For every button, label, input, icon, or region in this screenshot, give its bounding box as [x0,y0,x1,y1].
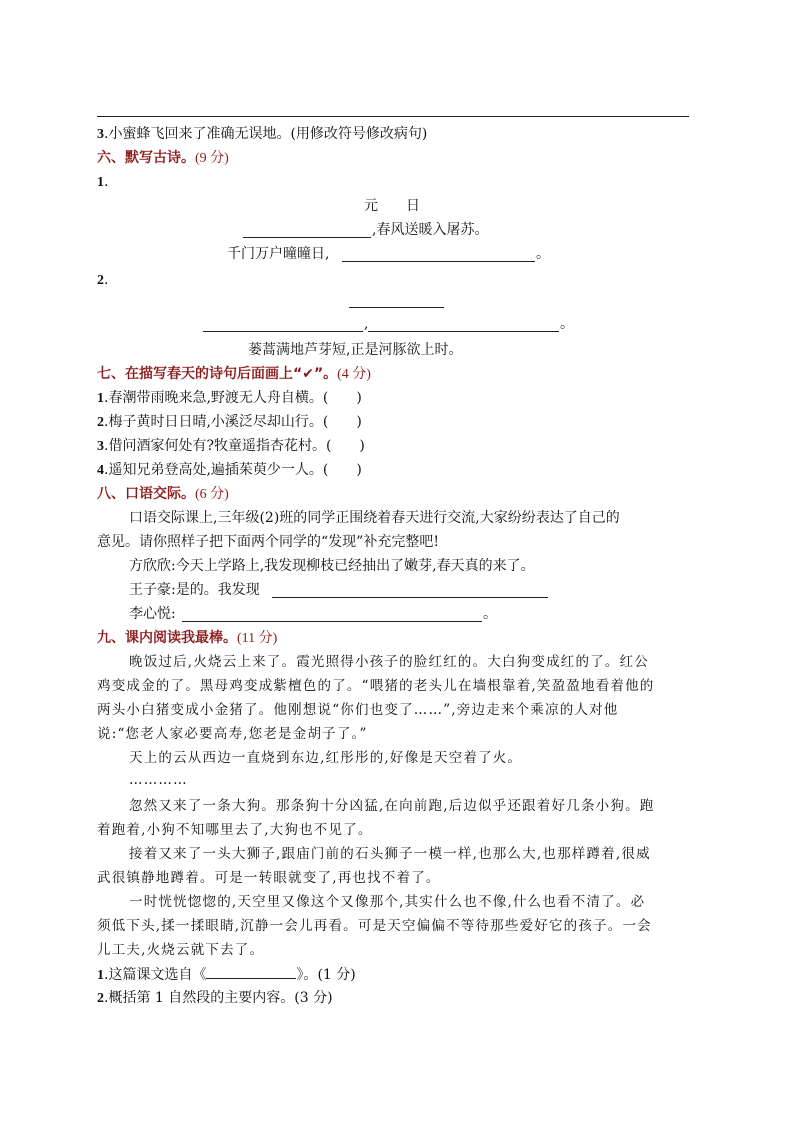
paragraph: 李心悦: [129,606,176,622]
poem-2-comma: , [364,316,369,332]
passage-line: 儿工夫,火烧云就下去了。 [97,942,265,958]
poem-2-title-blank[interactable] [349,307,444,308]
poem-2-number: 2. [97,272,109,288]
passage-line: 忽然又来了一条大狗。那条狗十分凶猛,在向前跑,后边似乎还跟着好几条小狗。跑 [129,798,655,814]
section-title-a: 七、在描写春天的诗句后面画上“ [97,366,303,382]
poem-1-line-2-end: 。 [536,246,550,262]
answer-blank-lixinyue[interactable] [182,621,482,622]
item-3 [97,124,427,145]
passage-line: 接着又来了一头大狮子,跟庙门前的石头狮子一模一样,也那么大,也那样蹲着,很威 [129,846,651,862]
passage-line: 武很镇静地蹲着。可是一转眼就变了,再也找不着了。 [97,870,441,886]
answer-blank-wangzihao[interactable] [272,597,548,598]
list-item: 4.遥知兄弟登高处,遍插茱萸少一人。( ) [97,462,362,478]
section-title: 九、课内阅读我最棒。 [97,630,237,646]
passage-line: 着跑着,小狗不知哪里去了,大狗也不见了。 [97,822,373,838]
passage-line: ………… [129,772,188,788]
section-points: (9 分) [195,151,229,166]
section-9-heading [97,628,277,649]
section-7-heading [97,364,371,385]
poem-1-title: 元 日 [364,198,420,214]
passage-line: 晚饭过后,火烧云上来了。霞光照得小孩子的脸红红的。大白狗变成红的了。红公 [129,654,649,670]
passage-line: 两头小白猪变成小金猪了。他刚想说“你们也变了……”,旁边走来个乘凉的人对他 [97,702,619,718]
section-points: (4 分) [337,367,371,382]
section-6-heading [97,148,229,169]
paragraph-end: 。 [483,606,497,622]
poem-1-blank-2[interactable] [342,261,535,262]
list-item: 2.梅子黄时日日晴,小溪泛尽却山行。( ) [97,414,362,430]
section-8-heading [97,484,229,505]
poem-1-line-2: 千门万户曈曈日, [227,246,330,262]
section-title: 八、口语交际。 [97,486,195,502]
paragraph: 王子豪:是的。我发现 [129,582,260,598]
list-item: 1.春潮带雨晚来急,野渡无人舟自横。( ) [97,390,362,406]
poem-1-line-1: ,春风送暖入屠苏。 [372,222,489,238]
paragraph: 意见。请你照样子把下面两个同学的“发现”补充完整吧! [97,534,439,550]
answer-line-top[interactable] [97,116,689,117]
passage-line: 天上的云从西边一直烧到东边,红彤彤的,好像是天空着了火。 [129,750,523,766]
list-item: 3.借问酒家何处有?牧童遥指杏花村。( ) [97,438,365,454]
passage-line: 鸡变成金的了。黑母鸡变成紫檀色的了。“喂猪的老头儿在墙根靠着,笑盈盈地看着他的 [97,678,655,694]
passage-line: 说:“您老人家必要高寿,您老是金胡子了。” [97,726,368,742]
section-points: (6 分) [195,487,229,502]
passage-line: 须低下头,揉一揉眼睛,沉静一会儿再看。可是天空偏偏不等待那些爱好它的孩子。一会 [97,918,652,934]
section-title: 六、默写古诗。 [97,150,195,166]
paragraph: 方欣欣:今天上学路上,我发现柳枝已经抽出了嫩芽,春天真的来了。 [129,558,535,574]
poem-2-period: 。 [560,316,574,332]
passage-line: 一时恍恍惚惚的,天空里又像这个又像那个,其实什么也不像,什么也看不清了。必 [129,894,646,910]
check-icon: ✔ [302,366,314,382]
item-number: 3 [97,127,104,142]
question-2: 2.概括第 1 自然段的主要内容。(3 分) [97,990,333,1006]
paragraph: 口语交际课上,三年级(2)班的同学正围绕着春天进行交流,大家纷纷表达了自己的 [129,510,620,526]
poem-2-blank-1[interactable] [203,331,363,332]
poem-1-blank-1[interactable] [243,237,371,238]
item-text: .小蜜蜂飞回来了准确无误地。(用修改符号修改病句) [104,126,428,142]
poem-1-number: 1. [97,174,109,190]
question-1: 1.这篇课文选自《 》。(1 分) [97,964,356,986]
answer-blank-source[interactable] [206,964,296,979]
section-title-b: ”。 [313,366,338,382]
poem-2-line-last: 蒌蒿满地芦芽短,正是河豚欲上时。 [248,342,463,358]
poem-2-blank-2[interactable] [368,331,559,332]
section-points: (11 分) [237,631,278,646]
